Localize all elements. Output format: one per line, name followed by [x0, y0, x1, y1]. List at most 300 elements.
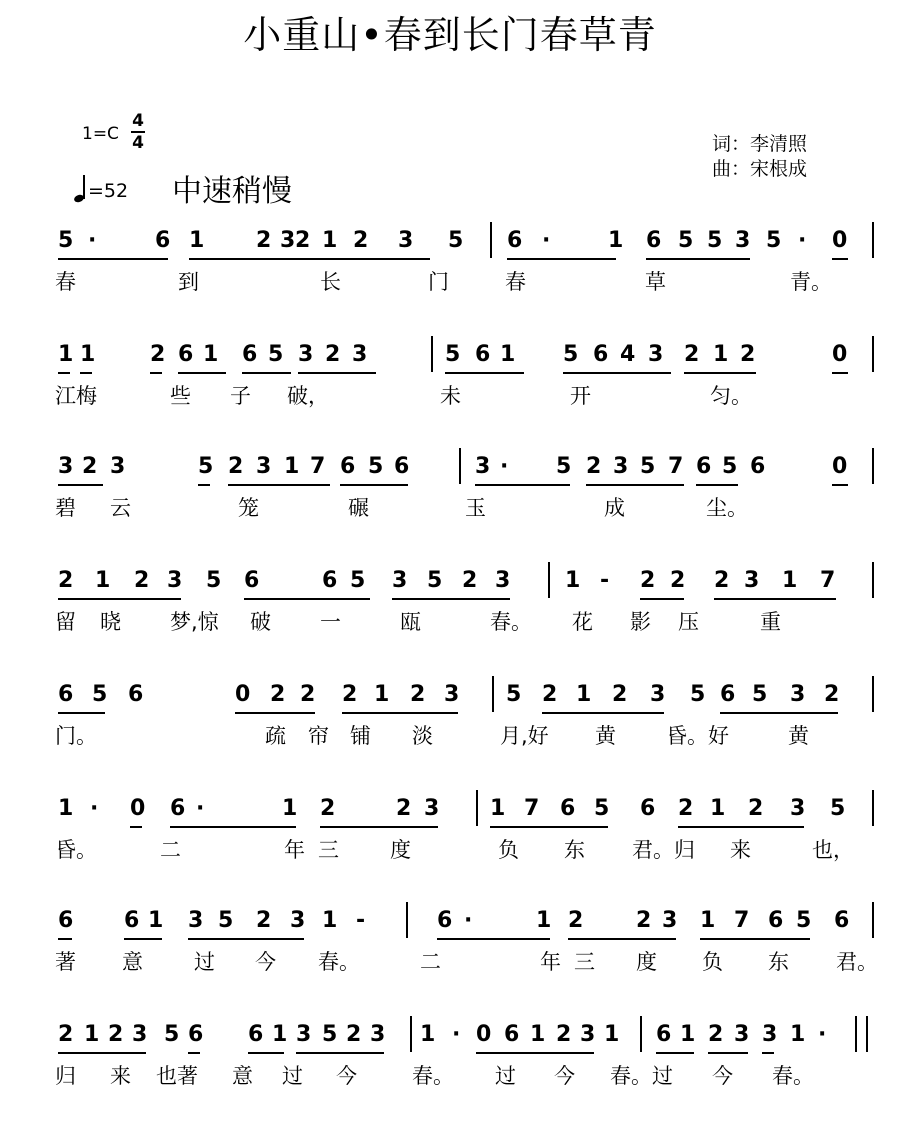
- note: 5: [690, 682, 706, 707]
- note: 3: [370, 1022, 386, 1047]
- note: 5: [218, 908, 234, 933]
- note: 2: [714, 568, 730, 593]
- note: 0: [832, 342, 848, 367]
- note: 6: [58, 682, 74, 707]
- note: 1: [700, 908, 716, 933]
- lyric: 今: [336, 1064, 357, 1088]
- note: 2: [346, 1022, 362, 1047]
- bar-line: [866, 1016, 868, 1052]
- note: 5: [448, 228, 464, 253]
- note: 1: [203, 342, 219, 367]
- note: 3: [392, 568, 408, 593]
- note-underline: [58, 258, 168, 260]
- score-line: [0, 894, 900, 994]
- bar-line: [431, 336, 433, 372]
- bar-line: [872, 790, 874, 826]
- note-underline: [242, 372, 291, 374]
- note: ·: [798, 228, 807, 253]
- lyric: 草: [645, 270, 666, 294]
- lyric: 重: [760, 610, 781, 634]
- lyric: 二: [160, 838, 181, 862]
- note-underline: [696, 484, 738, 486]
- note: 2: [542, 682, 558, 707]
- note: 6: [248, 1022, 264, 1047]
- lyric: 三: [574, 950, 595, 974]
- lyric: 瓯: [400, 610, 421, 634]
- lyric: 花: [572, 610, 593, 634]
- note: 5: [678, 228, 694, 253]
- note-underline: [476, 1052, 594, 1054]
- note: 2: [636, 908, 652, 933]
- note-underline: [700, 938, 810, 940]
- note-underline: [295, 258, 430, 260]
- lyric: 负: [498, 838, 519, 862]
- lyric: 今: [554, 1064, 575, 1088]
- note-underline: [678, 826, 804, 828]
- note: 6: [768, 908, 784, 933]
- note: 1: [80, 342, 96, 367]
- lyric: 碾: [348, 496, 369, 520]
- lyric: 门。: [55, 724, 97, 748]
- note: ·: [452, 1022, 461, 1047]
- lyric: 过: [495, 1064, 516, 1088]
- note: 5: [368, 454, 384, 479]
- lyric: 未: [440, 384, 461, 408]
- note: 1: [710, 796, 726, 821]
- note: 1: [284, 454, 300, 479]
- note: 3: [735, 228, 751, 253]
- note: 2: [684, 342, 700, 367]
- bar-line: [640, 1016, 642, 1052]
- lyric: 黄: [788, 724, 809, 748]
- note-underline: [445, 372, 524, 374]
- note-underline: [586, 484, 684, 486]
- lyric: 梦,惊: [170, 610, 219, 634]
- note-underline: [244, 598, 370, 600]
- lyric: 淡: [412, 724, 433, 748]
- note: 2: [58, 568, 74, 593]
- score-line: [0, 782, 900, 882]
- lyric: 春。过: [610, 1064, 673, 1088]
- notation-row: [0, 214, 900, 270]
- note: 2: [462, 568, 478, 593]
- note: 1: [530, 1022, 546, 1047]
- lyric: 也著: [156, 1064, 198, 1088]
- lyric: 今: [255, 950, 276, 974]
- note: 5: [198, 454, 214, 479]
- lyric: 负: [702, 950, 723, 974]
- note: 2: [740, 342, 756, 367]
- note: ·: [464, 908, 473, 933]
- note: 2: [640, 568, 656, 593]
- notation-row: [0, 440, 900, 496]
- lyric: 春。: [412, 1064, 454, 1088]
- note: 2: [353, 228, 369, 253]
- lyric: 帘: [308, 724, 329, 748]
- note-underline: [762, 1052, 774, 1054]
- note: 1: [58, 796, 74, 821]
- note: 5: [58, 228, 74, 253]
- tempo-value: =52: [88, 180, 129, 202]
- note: 5: [427, 568, 443, 593]
- note: 5: [707, 228, 723, 253]
- note: ·: [196, 796, 205, 821]
- note: 6: [834, 908, 850, 933]
- note: 2: [300, 682, 316, 707]
- note: 3: [110, 454, 126, 479]
- note: 6: [475, 342, 491, 367]
- note: 2: [325, 342, 341, 367]
- note: 2: [708, 1022, 724, 1047]
- lyric: 年: [284, 838, 305, 862]
- note: 2: [150, 342, 166, 367]
- note: 1: [608, 228, 624, 253]
- lyric: 长: [320, 270, 341, 294]
- note-underline: [235, 712, 315, 714]
- note: 6: [124, 908, 140, 933]
- lyric: 匀。: [710, 384, 752, 408]
- note: 5: [322, 1022, 338, 1047]
- note: 6: [720, 682, 736, 707]
- note-underline: [228, 484, 330, 486]
- note-underline: [170, 826, 296, 828]
- bar-line: [459, 448, 461, 484]
- note: 5: [268, 342, 284, 367]
- notation-row: [0, 554, 900, 610]
- note: 2: [320, 796, 336, 821]
- note: 5: [766, 228, 782, 253]
- lyric: 君。归: [632, 838, 695, 862]
- note: 1: [272, 1022, 288, 1047]
- bar-line: [872, 676, 874, 712]
- score-line: [0, 554, 900, 654]
- note: 5: [506, 682, 522, 707]
- note: 6: [322, 568, 338, 593]
- note: 6: [504, 1022, 520, 1047]
- note: 3: [648, 342, 664, 367]
- note: 6: [656, 1022, 672, 1047]
- note: 4: [620, 342, 636, 367]
- note: 3: [475, 454, 491, 479]
- note: 1: [322, 908, 338, 933]
- note: 3: [298, 342, 314, 367]
- note: 6: [437, 908, 453, 933]
- note: 5: [722, 454, 738, 479]
- note: 1: [374, 682, 390, 707]
- lyric: 三: [318, 838, 339, 862]
- note-underline: [58, 1052, 146, 1054]
- time-signature-bottom: 4: [132, 133, 144, 153]
- lyrics-row: [0, 606, 900, 640]
- lyric: 春。: [318, 950, 360, 974]
- note: 1: [490, 796, 506, 821]
- bar-line: [406, 902, 408, 938]
- lyric: 黄: [595, 724, 616, 748]
- note: 3: [762, 1022, 778, 1047]
- note: 3: [662, 908, 678, 933]
- lyric: 破: [250, 610, 271, 634]
- lyric: 子: [230, 384, 251, 408]
- note: 6: [340, 454, 356, 479]
- lyric: 君。: [836, 950, 878, 974]
- note: 2: [256, 908, 272, 933]
- tempo-description: 中速稍慢: [172, 174, 292, 209]
- lyric: 云: [110, 496, 131, 520]
- note: 3: [734, 1022, 750, 1047]
- note: 3: [424, 796, 440, 821]
- note: 2: [295, 228, 311, 253]
- note: 2: [410, 682, 426, 707]
- note-underline: [58, 484, 103, 486]
- lyric: 东: [768, 950, 789, 974]
- lyricist: 词：李清照: [712, 133, 808, 155]
- note: 1: [420, 1022, 436, 1047]
- lyric: 碧: [55, 496, 76, 520]
- note-underline: [437, 938, 550, 940]
- note: 6: [750, 454, 766, 479]
- lyrics-row: [0, 1060, 900, 1094]
- note: 6: [244, 568, 260, 593]
- note-underline: [58, 598, 181, 600]
- note: 1: [680, 1022, 696, 1047]
- composer: 曲：宋根成: [712, 158, 808, 180]
- note-underline: [656, 1052, 694, 1054]
- lyric: 著: [55, 950, 76, 974]
- note: 6: [640, 796, 656, 821]
- lyric: 春。: [772, 1064, 814, 1088]
- note-underline: [58, 938, 72, 940]
- note: 5: [164, 1022, 180, 1047]
- note-underline: [340, 484, 408, 486]
- note: 6: [593, 342, 609, 367]
- note: 1: [189, 228, 205, 253]
- note: 3: [744, 568, 760, 593]
- note-underline: [475, 484, 570, 486]
- bar-line: [410, 1016, 412, 1052]
- note: 6: [188, 1022, 204, 1047]
- note: 1: [782, 568, 798, 593]
- note: 5: [830, 796, 846, 821]
- bar-line: [492, 676, 494, 712]
- lyric: 江梅: [55, 384, 97, 408]
- note: 3: [188, 908, 204, 933]
- lyric: 意: [232, 1064, 253, 1088]
- lyric: 昏。: [55, 838, 97, 862]
- note: -: [600, 568, 610, 593]
- note-underline: [646, 258, 750, 260]
- note: 7: [820, 568, 836, 593]
- note: 3: [790, 796, 806, 821]
- bar-line: [548, 562, 550, 598]
- lyrics-row: [0, 380, 900, 414]
- note-underline: [684, 372, 756, 374]
- note: 3: [650, 682, 666, 707]
- tempo-marking: [74, 172, 128, 202]
- lyric: 尘。: [706, 496, 748, 520]
- note: 3: [58, 454, 74, 479]
- note-underline: [832, 258, 848, 260]
- note: 5: [206, 568, 222, 593]
- note: 2: [270, 682, 286, 707]
- note: 1: [148, 908, 164, 933]
- lyrics-row: [0, 946, 900, 980]
- lyric: 过: [194, 950, 215, 974]
- note: 6: [394, 454, 410, 479]
- note: 3: [444, 682, 460, 707]
- note: 0: [832, 228, 848, 253]
- note: 3: [296, 1022, 312, 1047]
- note-underline: [392, 598, 510, 600]
- note: ·: [500, 454, 509, 479]
- note: 5: [752, 682, 768, 707]
- note: 0: [476, 1022, 492, 1047]
- lyric: 门: [428, 270, 449, 294]
- note: 2: [228, 454, 244, 479]
- lyric: 也，: [812, 838, 854, 862]
- note-underline: [640, 598, 684, 600]
- note: 2: [748, 796, 764, 821]
- lyric: 一: [320, 610, 341, 634]
- note: ·: [90, 796, 99, 821]
- lyric: 笼: [238, 496, 259, 520]
- key-signature: 1=C: [82, 124, 119, 144]
- note: 2: [568, 908, 584, 933]
- note: 5: [556, 454, 572, 479]
- note: 6: [58, 908, 74, 933]
- note: 3: [398, 228, 414, 253]
- note-underline: [130, 826, 142, 828]
- note: 1: [713, 342, 729, 367]
- note-underline: [708, 1052, 748, 1054]
- lyric: 成: [604, 496, 625, 520]
- note-underline: [832, 484, 848, 486]
- note-underline: [563, 372, 671, 374]
- score-line: [0, 328, 900, 428]
- note-underline: [296, 1052, 384, 1054]
- lyric: 今: [712, 1064, 733, 1088]
- lyric: 过: [282, 1064, 303, 1088]
- notation-row: [0, 1008, 900, 1064]
- bar-line: [872, 448, 874, 484]
- note-underline: [507, 258, 616, 260]
- note: 0: [130, 796, 146, 821]
- note: 3: [167, 568, 183, 593]
- note: 2: [586, 454, 602, 479]
- score-title: 小重山•春到长门春草青: [243, 13, 657, 57]
- note: 5: [92, 682, 108, 707]
- bar-line: [490, 222, 492, 258]
- note: 5: [796, 908, 812, 933]
- bar-line: [855, 1016, 857, 1052]
- note: ·: [818, 1022, 827, 1047]
- lyric: 些: [170, 384, 191, 408]
- note: 6: [155, 228, 171, 253]
- lyric: 二: [420, 950, 441, 974]
- note: 5: [445, 342, 461, 367]
- note-underline: [198, 484, 210, 486]
- note: 6: [560, 796, 576, 821]
- lyric: 度: [636, 950, 657, 974]
- lyric: 归: [55, 1064, 76, 1088]
- score-line: [0, 1008, 900, 1108]
- lyric: 铺: [350, 724, 371, 748]
- note: 7: [310, 454, 326, 479]
- note: 0: [235, 682, 251, 707]
- note-underline: [188, 938, 304, 940]
- note: 1: [84, 1022, 100, 1047]
- note: 3: [613, 454, 629, 479]
- lyric: 压: [678, 610, 699, 634]
- note-underline: [188, 1052, 200, 1054]
- note: 2: [824, 682, 840, 707]
- notation-row: [0, 782, 900, 838]
- lyric: 春: [505, 270, 526, 294]
- lyric: 春。: [490, 610, 532, 634]
- note: 5: [594, 796, 610, 821]
- note: 1: [604, 1022, 620, 1047]
- lyric: 破，: [287, 384, 329, 408]
- note: 3: [256, 454, 272, 479]
- note-underline: [832, 372, 848, 374]
- lyric: 来: [110, 1064, 131, 1088]
- lyric: 开: [570, 384, 591, 408]
- lyric: 玉: [465, 496, 486, 520]
- note: 2: [396, 796, 412, 821]
- lyric: 晓: [100, 610, 121, 634]
- note: 2: [256, 228, 272, 253]
- note: 2: [108, 1022, 124, 1047]
- lyric: 到: [178, 270, 199, 294]
- note-underline: [58, 712, 105, 714]
- note: 5: [563, 342, 579, 367]
- note-underline: [720, 712, 838, 714]
- note-underline: [80, 372, 92, 374]
- note: 6: [242, 342, 258, 367]
- note: 3: [352, 342, 368, 367]
- note: 1: [58, 342, 74, 367]
- note-underline: [124, 938, 162, 940]
- note: 2: [134, 568, 150, 593]
- bar-line: [476, 790, 478, 826]
- note-underline: [568, 938, 676, 940]
- notation-row: [0, 328, 900, 384]
- bar-line: [872, 562, 874, 598]
- note: 1: [282, 796, 298, 821]
- lyric: 月,好: [500, 724, 549, 748]
- note-underline: [178, 372, 226, 374]
- note: 2: [82, 454, 98, 479]
- note: 2: [58, 1022, 74, 1047]
- credits: [712, 132, 807, 182]
- lyric: 昏。好: [666, 724, 729, 748]
- note: 1: [790, 1022, 806, 1047]
- note: 2: [556, 1022, 572, 1047]
- note: 5: [350, 568, 366, 593]
- bar-line: [872, 902, 874, 938]
- note: 7: [734, 908, 750, 933]
- note: -: [356, 908, 366, 933]
- lyrics-row: [0, 834, 900, 868]
- notation-row: [0, 668, 900, 724]
- note: 1: [322, 228, 338, 253]
- note-underline: [58, 372, 70, 374]
- lyrics-row: [0, 720, 900, 754]
- lyric: 度: [390, 838, 411, 862]
- bar-line: [872, 222, 874, 258]
- note: 7: [524, 796, 540, 821]
- note: 1: [95, 568, 111, 593]
- note: 3: [280, 228, 296, 253]
